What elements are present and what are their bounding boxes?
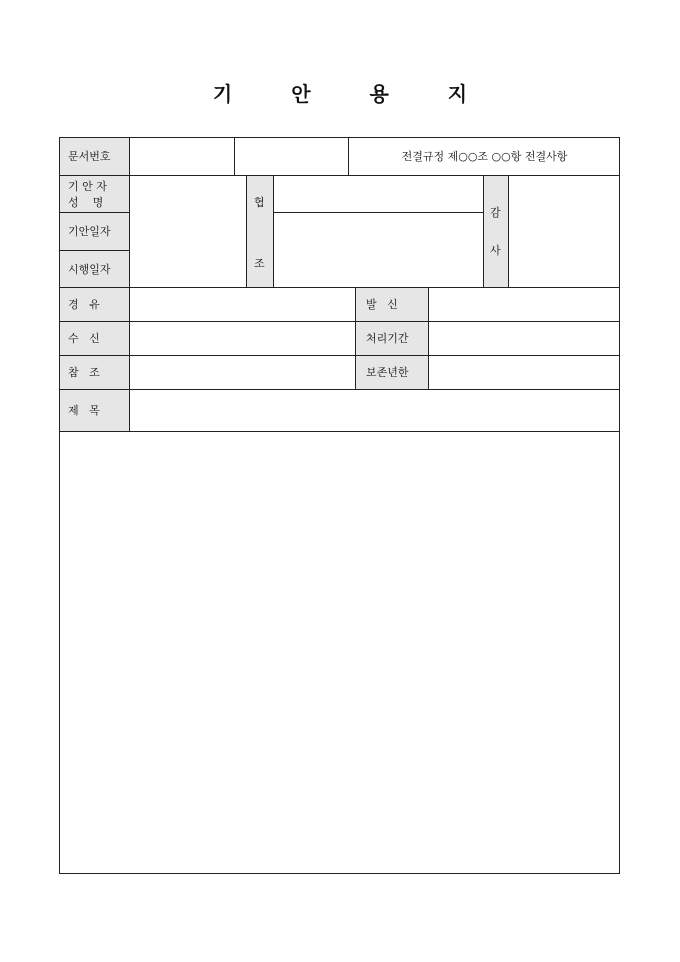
divider <box>483 175 484 287</box>
divider <box>59 250 130 251</box>
retention-label: 보존년한 <box>366 366 409 379</box>
draft-date-label: 기안일자 <box>68 225 111 238</box>
divider <box>59 321 620 322</box>
divider <box>355 287 356 389</box>
reference-label: 참 조 <box>68 366 100 379</box>
subject-label: 제 목 <box>68 404 100 417</box>
page-title <box>0 78 680 107</box>
audit-label-top: 감 <box>490 206 501 219</box>
drafter-name-label-line2: 성 명 <box>68 196 104 209</box>
cooperation-label-top: 협 <box>254 196 265 209</box>
divider <box>129 137 130 431</box>
doc-number-label: 문서번호 <box>68 150 111 163</box>
divider <box>59 287 620 288</box>
title-char: 지 <box>447 82 468 106</box>
drafter-name-label-line1: 기 안 자 <box>68 180 107 193</box>
title-char: 기 <box>212 82 233 106</box>
divider <box>59 355 620 356</box>
exec-date-label: 시행일자 <box>68 263 111 276</box>
divider <box>508 175 509 287</box>
doc-number-input[interactable] <box>134 150 230 164</box>
body-text-area[interactable] <box>60 432 619 873</box>
divider <box>59 175 620 176</box>
audit-label-bottom: 사 <box>490 244 501 257</box>
divider <box>59 389 620 390</box>
divider <box>59 212 130 213</box>
via-label: 경 유 <box>68 298 100 311</box>
cooperation-label-bottom: 조 <box>254 257 265 270</box>
approval-rule-text: 전결규정 제○○조 ○○항 전결사항 <box>401 150 568 163</box>
recipient-label: 수 신 <box>68 332 100 345</box>
sender-label: 발 신 <box>366 298 398 311</box>
divider <box>428 287 429 389</box>
divider <box>273 175 274 287</box>
processing-period-label: 처리기간 <box>366 332 409 345</box>
title-char: 용 <box>369 82 389 106</box>
divider <box>273 212 484 213</box>
divider <box>234 137 235 175</box>
title-char: 안 <box>291 82 311 106</box>
divider <box>246 175 247 287</box>
